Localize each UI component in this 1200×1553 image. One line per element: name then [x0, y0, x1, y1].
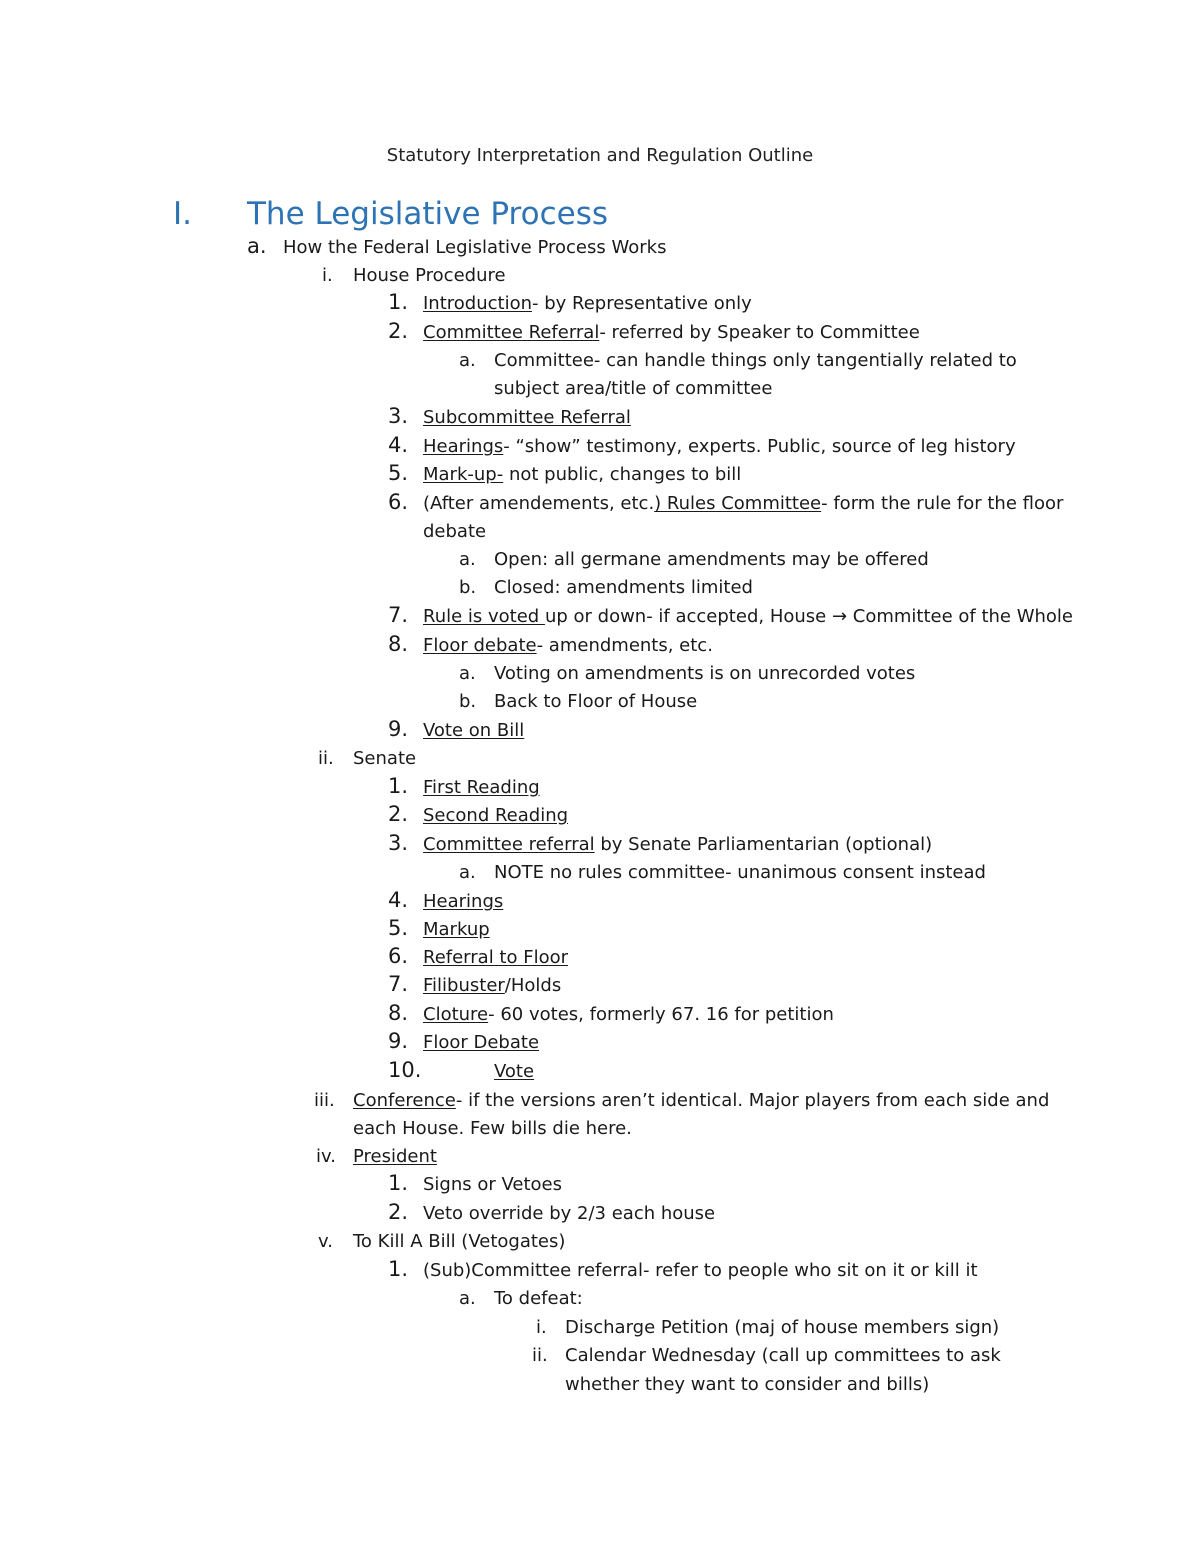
outline-line — [423, 603, 1073, 631]
underlined-term: Hearings — [423, 891, 504, 912]
outline-line — [494, 375, 772, 403]
document-title: Statutory Interpretation and Regulation Outline — [386, 145, 814, 166]
outline-line — [494, 660, 915, 688]
underlined-term: Floor debate — [423, 635, 537, 656]
list-marker: 3. — [388, 404, 409, 428]
underlined-term: Rule is voted — [423, 606, 545, 627]
list-marker: v. — [318, 1231, 333, 1252]
line-text: (Sub)Committee referral- refer to people who sit on it or kill it — [423, 1260, 978, 1281]
outline-line — [423, 831, 932, 859]
underlined-term: Committee referral — [423, 834, 595, 855]
line-text: - “show” testimony, experts. Public, source of leg history — [503, 436, 1016, 457]
outline-line — [423, 1200, 715, 1228]
line-text: Open: all germane amendments may be offered — [494, 549, 929, 570]
underlined-term: ) Rules Committee — [654, 493, 822, 514]
outline-line — [423, 290, 752, 318]
list-marker: 4. — [388, 888, 409, 912]
heading-marker: I. — [173, 196, 192, 232]
line-text: Signs or Vetoes — [423, 1174, 563, 1195]
outline-line — [353, 745, 416, 773]
outline-line — [565, 1314, 999, 1342]
outline-line — [423, 717, 524, 745]
line-text: NOTE no rules committee- unanimous consent instead — [494, 862, 986, 883]
list-marker: 7. — [388, 603, 409, 627]
list-marker: 6. — [388, 944, 409, 968]
outline-line — [353, 262, 506, 290]
line-text: Discharge Petition (maj of house members sign) — [565, 1317, 1000, 1338]
outline-line — [423, 944, 568, 972]
underlined-term: Mark-up- — [423, 464, 504, 485]
line-text: Closed: amendments limited — [494, 577, 753, 598]
underlined-term: Filibuster — [423, 975, 505, 996]
line-text: - referred by Speaker to Committee — [599, 322, 920, 343]
list-marker: 8. — [388, 1001, 409, 1025]
underlined-term: Referral to Floor — [423, 947, 568, 968]
line-text: Voting on amendments is on unrecorded votes — [494, 663, 916, 684]
list-marker: 9. — [388, 1029, 409, 1053]
line-text: not public, changes to bill — [503, 464, 742, 485]
outline-line — [353, 1115, 632, 1143]
outline-line — [423, 888, 503, 916]
underlined-term: Hearings — [423, 436, 504, 457]
line-text: To defeat: — [494, 1288, 583, 1309]
list-marker: iii. — [314, 1090, 335, 1111]
list-marker: 1. — [388, 774, 409, 798]
list-marker: 2. — [388, 319, 409, 343]
list-marker: 6. — [388, 490, 409, 514]
list-marker: 8. — [388, 632, 409, 656]
outline-line — [494, 546, 929, 574]
line-text: (After amendements, etc. — [423, 493, 655, 514]
outline-line — [423, 518, 486, 546]
outline-line — [423, 1001, 834, 1029]
outline-line — [494, 859, 986, 887]
underlined-term: Vote on Bill — [423, 720, 525, 741]
outline-line — [494, 347, 1017, 375]
list-marker: ii. — [532, 1345, 548, 1366]
outline-line — [423, 632, 713, 660]
underlined-term: Cloture — [423, 1004, 489, 1025]
list-marker: a. — [459, 1288, 476, 1309]
outline-line — [423, 972, 561, 1000]
list-marker: 1. — [388, 1171, 409, 1195]
line-text: How the Federal Legislative Process Works — [283, 237, 667, 258]
outline-line — [423, 1257, 978, 1285]
underlined-term: Vote — [494, 1061, 535, 1082]
line-text: Committee- can handle things only tangentially related to — [494, 350, 1017, 371]
list-marker: a. — [459, 663, 476, 684]
list-marker: a. — [459, 350, 476, 371]
line-text: Veto override by 2/3 each house — [423, 1203, 716, 1224]
underlined-term: Markup — [423, 919, 490, 940]
list-marker: b. — [459, 577, 477, 598]
list-marker: 4. — [388, 433, 409, 457]
list-marker: 3. — [388, 831, 409, 855]
outline-line — [353, 1087, 1049, 1115]
list-marker: a. — [459, 862, 476, 883]
outline-line — [353, 1228, 565, 1256]
outline-line — [423, 1029, 539, 1057]
list-marker: 1. — [388, 1257, 409, 1281]
outline-line — [565, 1371, 929, 1399]
outline-line — [423, 490, 1063, 518]
underlined-term: Floor Debate — [423, 1032, 540, 1053]
line-text: Calendar Wednesday (call up committees to ask — [565, 1345, 1001, 1366]
line-text: each House. Few bills die here. — [353, 1118, 632, 1139]
outline-line — [423, 319, 920, 347]
outline-line — [423, 404, 631, 432]
outline-line — [423, 802, 568, 830]
outline-line — [423, 433, 1016, 461]
line-text: - 60 votes, formerly 67. 16 for petition — [488, 1004, 834, 1025]
list-marker: a. — [459, 549, 476, 570]
list-marker: 2. — [388, 802, 409, 826]
outline-line — [423, 1171, 562, 1199]
list-marker: 5. — [388, 461, 409, 485]
line-text: House Procedure — [353, 265, 506, 286]
outline-line — [423, 461, 741, 489]
underlined-term: Committee Referral — [423, 322, 600, 343]
line-text: - by Representative only — [532, 293, 752, 314]
underlined-term: Conference — [353, 1090, 456, 1111]
outline-line — [283, 234, 666, 262]
list-marker: 10. — [388, 1058, 422, 1082]
line-text: - form the rule for the floor — [821, 493, 1064, 514]
underlined-term: Introduction — [423, 293, 533, 314]
outline-line — [353, 1143, 437, 1171]
line-text: Back to Floor of House — [494, 691, 698, 712]
line-text: subject area/title of committee — [494, 378, 773, 399]
outline-line — [423, 774, 540, 802]
line-text: whether they want to consider and bills) — [565, 1374, 930, 1395]
outline-line — [494, 1285, 583, 1313]
underlined-term: First Reading — [423, 777, 540, 798]
line-text: /Holds — [504, 975, 562, 996]
list-marker: 9. — [388, 717, 409, 741]
list-marker: i. — [322, 265, 333, 286]
list-marker: i. — [536, 1317, 547, 1338]
outline-line — [494, 688, 697, 716]
line-text: by Senate Parliamentarian (optional) — [594, 834, 933, 855]
line-text: - if the versions aren’t identical. Major players from each side and — [455, 1090, 1050, 1111]
outline-line — [423, 916, 490, 944]
list-marker: 5. — [388, 916, 409, 940]
list-marker: 1. — [388, 290, 409, 314]
list-marker: b. — [459, 691, 477, 712]
underlined-term: President — [353, 1146, 437, 1167]
outline-line — [494, 1058, 534, 1086]
line-text: up or down- if accepted, House → Committee of the Whole — [544, 606, 1074, 627]
list-marker: ii. — [318, 748, 334, 769]
underlined-term: Subcommittee Referral — [423, 407, 631, 428]
section-heading: The Legislative Process — [247, 196, 608, 232]
list-marker: a. — [247, 234, 267, 258]
line-text: - amendments, etc. — [536, 635, 713, 656]
outline-line — [494, 574, 753, 602]
line-text: Senate — [353, 748, 417, 769]
list-marker: 7. — [388, 972, 409, 996]
line-text: debate — [423, 521, 487, 542]
outline-line — [565, 1342, 1001, 1370]
list-marker: iv. — [316, 1146, 336, 1167]
line-text: To Kill A Bill (Vetogates) — [353, 1231, 566, 1252]
underlined-term: Second Reading — [423, 805, 569, 826]
list-marker: 2. — [388, 1200, 409, 1224]
